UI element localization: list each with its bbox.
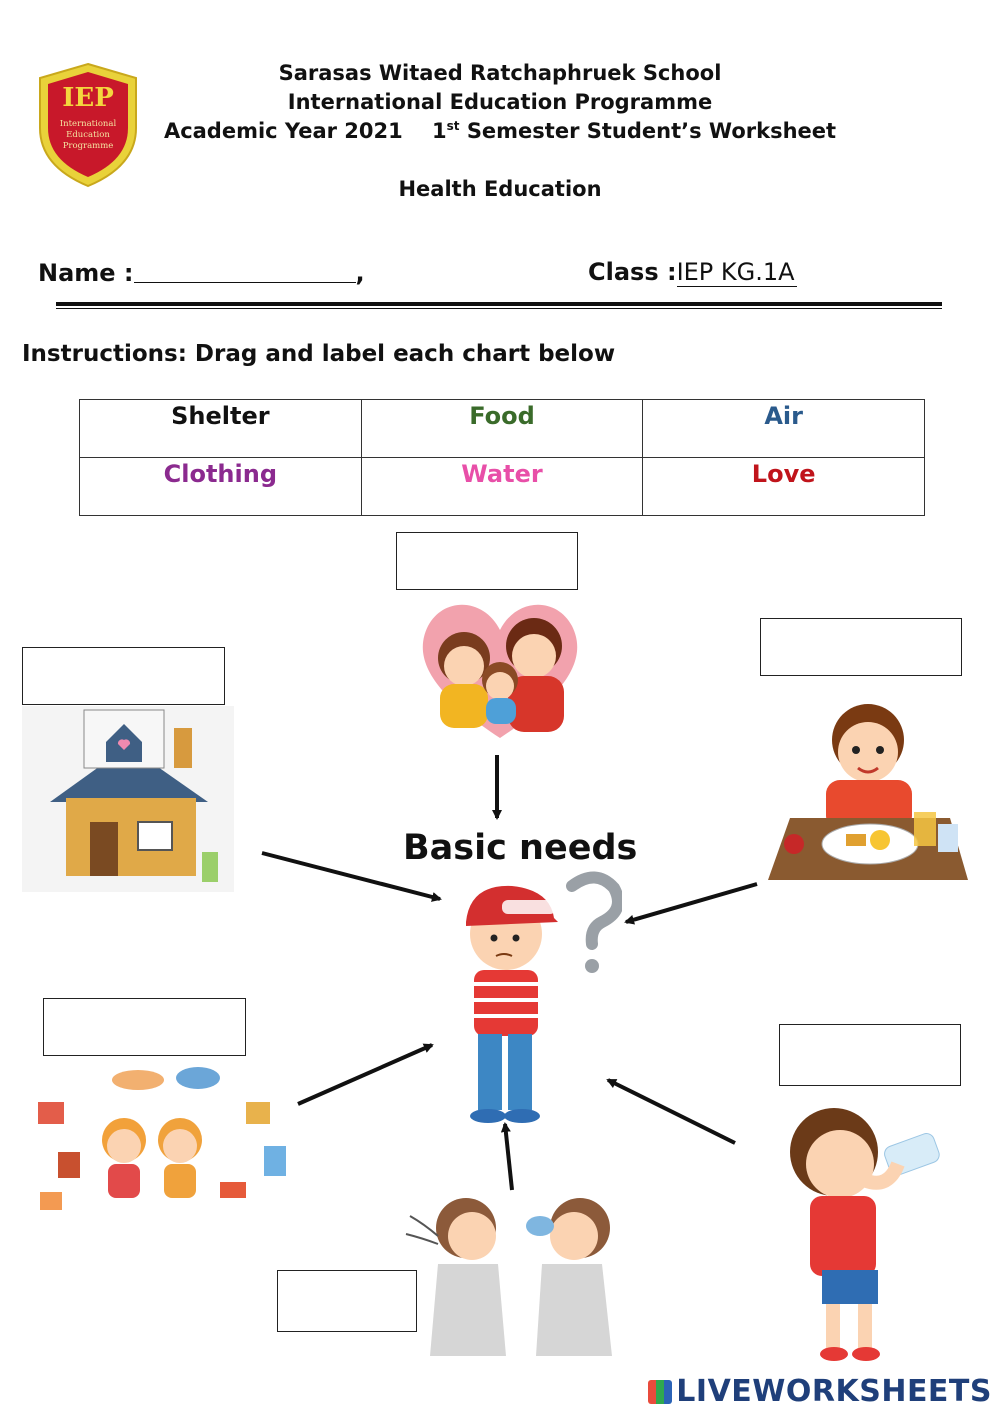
programme-name: International Education Programme: [287, 90, 713, 114]
logo-subtext-3: Programme: [62, 141, 114, 151]
thinking-boy-icon: [446, 866, 622, 1126]
family-love-icon: [412, 588, 588, 748]
house-icon: [22, 706, 234, 892]
word-food[interactable]: Food: [361, 400, 643, 458]
logo-subtext-2: Education: [66, 130, 110, 140]
subject: Health Education: [398, 177, 602, 201]
name-trailing: ,: [355, 259, 365, 287]
word-shelter[interactable]: Shelter: [80, 400, 362, 458]
arrow-water: [608, 1080, 735, 1143]
boy-eating-icon: [764, 694, 970, 884]
semester-ordinal: 1: [431, 119, 447, 143]
class-label: Class :: [588, 258, 677, 286]
school-name: Sarasas Witaed Ratchaphruek School: [278, 61, 722, 85]
clothes-children-icon: [20, 1062, 296, 1228]
word-water[interactable]: Water: [361, 458, 643, 516]
semester-sup: st: [446, 119, 460, 133]
arrow-shelter: [262, 853, 440, 899]
breathing-icon: [402, 1164, 628, 1356]
logo-text: IEP: [62, 83, 114, 113]
logo-subtext-1: International: [59, 119, 117, 129]
academic-year: Academic Year 2021: [163, 119, 403, 143]
boy-drinking-icon: [770, 1100, 942, 1368]
word-air[interactable]: Air: [643, 400, 925, 458]
class-field: IEP KG.1A: [676, 258, 795, 286]
arrow-clothing: [298, 1045, 432, 1104]
word-clothing[interactable]: Clothing: [80, 458, 362, 516]
liveworksheets-footer[interactable]: [648, 1374, 992, 1409]
semester-text: Semester Student’s Worksheet: [466, 119, 837, 143]
liveworksheets-logo-icon: [648, 1380, 672, 1404]
footer-text: LIVEWORKSHEETS: [676, 1374, 992, 1409]
instructions: Instructions: Drag and label each chart below: [22, 341, 616, 367]
arrow-food: [626, 884, 757, 922]
word-love[interactable]: Love: [643, 458, 925, 516]
center-title: Basic needs: [403, 828, 638, 868]
name-label: Name :: [38, 259, 134, 287]
